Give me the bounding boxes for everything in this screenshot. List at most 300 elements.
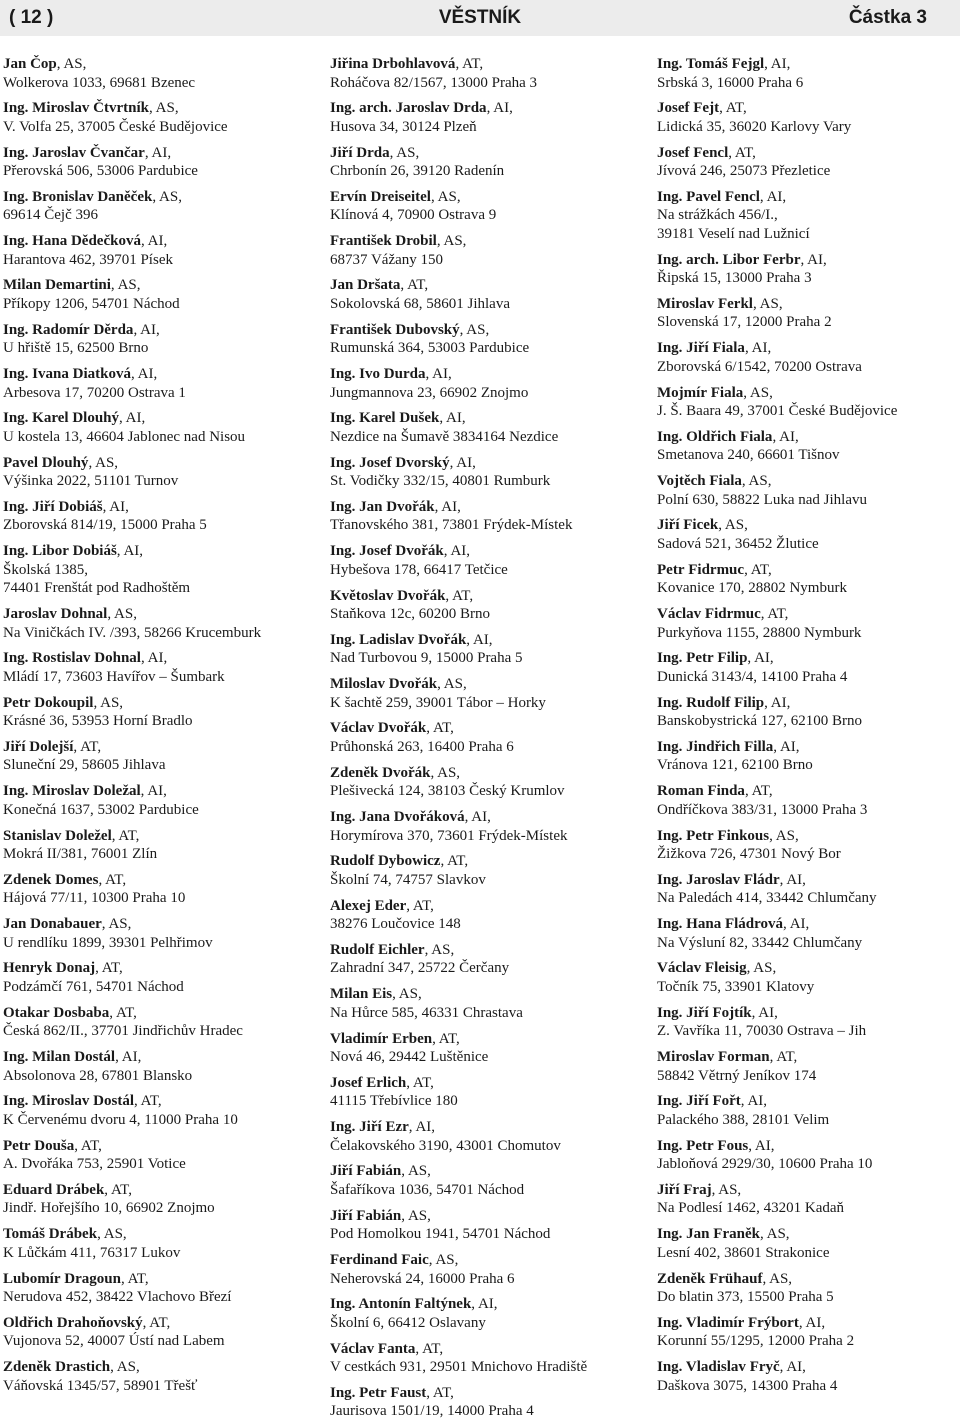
first-name: Ferdinand — [330, 1252, 398, 1269]
surname: Fládrová — [724, 916, 784, 933]
entry-address: Dunická 3143/4, 14100 Praha 4 — [657, 668, 848, 685]
surname: Durda — [383, 366, 426, 383]
surname: Forman — [717, 1049, 770, 1066]
directory-entry — [330, 1340, 640, 1384]
entry-address: Třanovského 381, 73801 Frýdek-Místek — [330, 517, 573, 534]
authorization-code: , AT, — [109, 1004, 137, 1021]
entry-address: Nad Turbovou 9, 15000 Praha 5 — [330, 650, 523, 667]
surname: Fabián — [356, 1207, 402, 1224]
entry-address: St. Vodičky 332/15, 40801 Rumburk — [330, 473, 551, 490]
authorization-code: , AS, — [752, 295, 783, 312]
authorization-code: , AT, — [744, 561, 772, 578]
surname: Ferkl — [717, 295, 753, 312]
entry-name — [330, 55, 640, 74]
entry-address: Mládí 17, 73603 Havířov – Šumbark — [3, 668, 225, 685]
first-name: Ing. Ivo — [330, 366, 381, 383]
directory-entry — [330, 764, 640, 808]
entry-address: Nezdice na Šumavě 3834164 Nezdice — [330, 428, 559, 445]
authorization-code: , AT, — [426, 1384, 454, 1401]
authorization-code: , AS, — [718, 517, 748, 534]
surname: Dostál — [74, 1049, 116, 1066]
directory-entry — [330, 498, 640, 542]
surname: Demartini — [45, 277, 111, 294]
entry-address: Pod Homolkou 1941, 54701 Náchod — [330, 1226, 551, 1243]
first-name: Miroslav — [657, 1049, 715, 1066]
entry-address: Palackého 388, 28101 Velim — [657, 1111, 830, 1128]
authorization-code: , AT, — [95, 960, 123, 977]
entry-address: Na Podlesí 1462, 43201 Kadaň — [657, 1200, 845, 1217]
directory-entry — [657, 1181, 960, 1225]
entry-address: A. Dvořáka 753, 25901 Votice — [3, 1156, 186, 1173]
entry-address: Krásné 36, 53953 Horní Bradlo — [3, 713, 193, 730]
first-name: Ing. Petr — [330, 1384, 387, 1401]
authorization-code: , AT, — [440, 853, 469, 870]
entry-name — [3, 498, 313, 517]
directory-entry — [330, 1162, 640, 1206]
authorization-code: , AT, — [73, 738, 102, 755]
directory-entry — [330, 1207, 640, 1251]
entry-name — [330, 1118, 640, 1137]
surname: Faltýnek — [414, 1296, 472, 1313]
entry-address: Lidická 35, 36020 Karlovy Vary — [657, 118, 852, 135]
authorization-code: , AI, — [130, 366, 158, 383]
surname: Dušek — [399, 410, 440, 427]
first-name: Lubomír — [3, 1270, 61, 1287]
directory-entry — [657, 915, 960, 959]
authorization-code: , AT, — [406, 897, 434, 914]
surname: Faust — [390, 1384, 427, 1401]
entry-address: Smetanova 240, 66601 Tišnov — [657, 447, 840, 464]
entry-name — [3, 1358, 313, 1377]
first-name: Ing. Jaroslav — [657, 871, 741, 888]
directory-entry — [330, 1074, 640, 1118]
authorization-code: , AI, — [747, 650, 774, 667]
entry-address: Lesní 402, 38601 Strakonice — [657, 1244, 830, 1261]
surname: Fejgl — [731, 56, 765, 72]
directory-entry — [657, 1048, 960, 1092]
directory-entry — [3, 1137, 313, 1181]
entry-address: Harantova 462, 39701 Písek — [3, 251, 173, 268]
authorization-code: , AI, — [449, 454, 476, 471]
directory-entry — [330, 321, 640, 365]
authorization-code: , AI, — [779, 1359, 806, 1376]
first-name: František — [330, 233, 392, 250]
first-name: Miroslav — [657, 295, 715, 312]
entry-name — [330, 232, 640, 251]
first-name: Rudolf — [330, 853, 375, 870]
surname: Dolejší — [29, 738, 74, 755]
entry-address: Absolonova 28, 67801 Blansko — [3, 1067, 193, 1084]
entry-address: Jabloňová 2929/30, 10600 Praha 10 — [657, 1156, 873, 1173]
entry-name — [657, 251, 960, 270]
directory-entry — [657, 251, 960, 295]
surname: Doležel — [65, 827, 112, 844]
surname: Fejt — [693, 100, 720, 117]
authorization-code: , AI, — [116, 543, 144, 560]
directory-entry — [657, 1004, 960, 1048]
authorization-code: , AS, — [769, 827, 799, 844]
surname: Filla — [744, 738, 774, 755]
authorization-code: , AI, — [783, 916, 810, 933]
entry-name — [330, 188, 640, 207]
directory-entry — [3, 694, 313, 738]
entry-address: 69614 Čejč 396 — [3, 207, 98, 224]
directory-entry — [330, 1295, 640, 1339]
first-name: Jiří — [657, 517, 680, 534]
entry-name — [330, 1030, 640, 1049]
directory-entry — [330, 852, 640, 896]
surname: Fencl — [693, 144, 729, 161]
surname: Dědečková — [70, 233, 141, 250]
first-name: Josef — [657, 144, 690, 161]
directory-entry — [657, 472, 960, 516]
surname: Dlouhý — [41, 454, 89, 471]
publication-title: VĚSTNÍK — [438, 7, 522, 28]
surname: Dobiáš — [72, 543, 117, 560]
authorization-code: , AT, — [769, 1049, 798, 1066]
surname: Dobiáš — [58, 498, 103, 515]
authorization-code: , AS, — [110, 277, 141, 294]
authorization-code: , AT, — [406, 1074, 434, 1091]
authorization-code: , AI, — [464, 809, 491, 826]
first-name: Otakar — [3, 1004, 50, 1021]
first-name: Pavel — [3, 454, 38, 471]
first-name: Ing. Jan — [330, 498, 383, 515]
authorization-code: , AI, — [748, 1137, 775, 1154]
surname: Fojtík — [712, 1004, 752, 1021]
first-name: Zdeněk — [330, 764, 379, 781]
directory-entry — [330, 144, 640, 188]
surname: Fleisig — [704, 960, 747, 977]
first-name: Ing. Hana — [657, 916, 722, 933]
directory-entry — [3, 1004, 313, 1048]
entry-address: Žižkova 726, 47301 Nový Bor — [657, 846, 841, 863]
first-name: Ing. Jiří — [330, 1119, 382, 1136]
entry-address: Daškova 3075, 14300 Praha 4 — [657, 1377, 838, 1394]
surname: Diatková — [72, 366, 131, 383]
surname: Dvořáková — [393, 809, 465, 826]
first-name: Ing. Ladislav — [330, 631, 415, 648]
authorization-code: , AT, — [728, 144, 756, 161]
first-name: Václav — [330, 720, 375, 737]
entry-address: Hájová 77/11, 10300 Praha 10 — [3, 890, 186, 907]
entry-name — [3, 365, 313, 384]
page-number: ( 12 ) — [9, 7, 54, 28]
surname: Čtvrtník — [93, 100, 149, 117]
surname: Fabián — [356, 1163, 402, 1180]
entry-address: U kostela 13, 46604 Jablonec nad Nisou — [3, 428, 246, 445]
surname: Donaj — [55, 960, 96, 977]
entry-address: Výšinka 2022, 51101 Turnov — [3, 473, 179, 490]
entry-address: Korunní 55/1295, 12000 Praha 2 — [657, 1333, 855, 1350]
entry-name — [3, 1137, 313, 1156]
entry-address: K Lůčkám 411, 76317 Lukov — [3, 1244, 181, 1261]
entry-address: 39181 Veselí nad Lužnicí — [657, 225, 810, 242]
entry-address: V. Volfa 25, 37005 České Budějovice — [3, 118, 228, 135]
first-name: Alexej — [330, 897, 371, 914]
first-name: Ing. Libor — [3, 543, 69, 560]
directory-entry — [330, 1251, 640, 1295]
entry-name — [330, 1251, 640, 1270]
authorization-code: , AS, — [107, 606, 137, 623]
first-name: Ing. Rudolf — [657, 694, 731, 711]
entry-name — [3, 1270, 313, 1289]
entry-address: Školní 6, 66412 Oslavany — [330, 1314, 486, 1331]
surname: Fidrmuc — [704, 606, 761, 623]
entry-name — [3, 1181, 313, 1200]
entry-address: Nerudova 452, 38422 Vlachovo Březí — [3, 1289, 232, 1306]
entry-address: Šafaříkova 1036, 54701 Náchod — [330, 1181, 525, 1198]
entry-name — [330, 409, 640, 428]
entry-name — [657, 384, 960, 403]
entry-address: Na strážkách 456/I., — [657, 207, 778, 224]
surname: Filip — [717, 650, 748, 667]
first-name: František — [330, 321, 392, 338]
authorization-code: , AS, — [97, 1226, 127, 1243]
first-name: Jiří — [3, 738, 26, 755]
directory-entry — [657, 694, 960, 738]
entry-name — [330, 321, 640, 340]
first-name: Ing. Pavel — [657, 188, 722, 205]
entry-address: Roháčova 82/1567, 13000 Praha 3 — [330, 74, 538, 91]
authorization-code: , AI, — [434, 498, 461, 515]
entry-name — [330, 631, 640, 650]
authorization-code: , AI, — [443, 543, 471, 560]
surname: Dvořák — [388, 676, 438, 693]
directory-entry — [330, 1118, 640, 1162]
first-name: Ing. Miroslav — [3, 100, 90, 117]
first-name: Ing. Hana — [3, 233, 68, 250]
directory-entry — [330, 99, 640, 143]
entry-address: Wolkerova 1033, 69681 Bzenec — [3, 74, 196, 91]
surname: Dlouhý — [72, 410, 119, 427]
entry-name — [657, 915, 960, 934]
directory-entry — [330, 188, 640, 232]
entry-name — [330, 852, 640, 871]
entry-address: Točník 75, 33901 Klatovy — [657, 978, 815, 995]
directory-entry — [3, 871, 313, 915]
entry-address: Mokrá II/381, 76001 Zlín — [3, 846, 158, 863]
directory-entry — [657, 55, 960, 99]
entry-name — [3, 188, 313, 207]
entry-name — [3, 1092, 313, 1111]
entry-name — [330, 99, 640, 118]
entry-name — [330, 365, 640, 384]
entry-name — [330, 1340, 640, 1359]
first-name: Jaroslav — [3, 606, 57, 623]
entry-name — [330, 1295, 640, 1314]
first-name: Ing. Josef — [330, 543, 392, 560]
authorization-code: , AT, — [98, 871, 127, 888]
first-name: Ing. Tomáš — [657, 56, 728, 72]
directory-entry — [657, 1314, 960, 1358]
surname: Dosbaba — [53, 1004, 110, 1021]
entry-address: 74401 Frenštát pod Radhoštěm — [3, 580, 191, 597]
directory-entry — [330, 587, 640, 631]
entry-name — [330, 897, 640, 916]
first-name: Ing. arch. Libor — [657, 251, 760, 268]
entry-address: Kovanice 170, 28802 Nymburk — [657, 580, 847, 597]
entry-name — [3, 1314, 313, 1333]
directory-entry — [657, 649, 960, 693]
authorization-code: , AS, — [436, 233, 467, 250]
surname: Dvorský — [395, 454, 450, 471]
first-name: Ing. Jaroslav — [3, 144, 87, 161]
directory-entry — [330, 365, 640, 409]
entry-address: Zahradní 347, 25722 Čerčany — [330, 960, 510, 977]
entry-name — [3, 1225, 313, 1244]
authorization-code: , AI, — [798, 1314, 826, 1331]
entry-name — [330, 675, 640, 694]
directory-entry — [657, 384, 960, 428]
authorization-code: , AI, — [144, 144, 172, 161]
first-name: Ing. Rostislav — [3, 650, 91, 667]
surname: Drábek — [48, 1226, 98, 1243]
authorization-code: , AT, — [744, 783, 773, 800]
entry-address: Srbská 3, 16000 Praha 6 — [657, 74, 804, 91]
authorization-code: , AT, — [760, 606, 789, 623]
first-name: Ing. Petr — [657, 650, 714, 667]
entry-address: Jívová 246, 25073 Přezletice — [657, 163, 831, 180]
entry-name — [330, 498, 640, 517]
authorization-code: , AT, — [134, 1093, 162, 1110]
first-name: Ing. Oldřich — [657, 428, 737, 445]
directory-entry — [3, 276, 313, 320]
authorization-code: , AS, — [389, 144, 420, 161]
entry-name — [3, 55, 313, 74]
authorization-code: , AT, — [415, 1340, 444, 1357]
authorization-code: , AI, — [772, 428, 799, 445]
entry-name — [657, 339, 960, 358]
entry-address: Čelakovského 3190, 43001 Chomutov — [330, 1137, 561, 1154]
first-name: Ing. Jiří — [657, 1093, 709, 1110]
authorization-code: , AT, — [426, 720, 454, 737]
entry-address: 41115 Třebívlice 180 — [330, 1093, 458, 1110]
first-name: Zdeněk — [657, 1270, 706, 1287]
surname: Douša — [34, 1137, 75, 1154]
directory-entry — [3, 605, 313, 649]
first-name: Ing. Vladislav — [657, 1359, 746, 1376]
directory-entry — [657, 1137, 960, 1181]
authorization-code: , AS, — [101, 916, 132, 933]
entry-address: Na Paledách 414, 33442 Chlumčany — [657, 890, 877, 907]
authorization-code: , AI, — [740, 1093, 768, 1110]
authorization-code: , AS, — [746, 960, 777, 977]
authorization-code: , AT, — [74, 1137, 102, 1154]
entry-address: Na Hůrce 585, 46331 Chrastava — [330, 1004, 523, 1021]
authorization-code: , AT, — [111, 827, 140, 844]
surname: Fous — [717, 1137, 749, 1154]
entry-address: Rumunská 364, 53003 Pardubice — [330, 340, 530, 357]
entry-name — [657, 144, 960, 163]
authorization-code: , AT, — [719, 100, 747, 117]
surname: Ficek — [683, 517, 719, 534]
authorization-code: , AI, — [466, 631, 493, 648]
directory-entry — [330, 232, 640, 276]
entry-name — [3, 276, 313, 295]
authorization-code: , AI, — [779, 871, 806, 888]
first-name: Květoslav — [330, 587, 394, 604]
surname: Dvořák — [397, 587, 446, 604]
entry-address: Příkopy 1206, 54701 Náchod — [3, 295, 180, 312]
authorization-code: , AI, — [119, 410, 146, 427]
entry-address: 68737 Vážany 150 — [330, 251, 444, 268]
entry-name — [657, 99, 960, 118]
authorization-code: , AI, — [102, 498, 129, 515]
first-name: Henryk — [3, 960, 53, 977]
surname: Drastich — [55, 1359, 111, 1376]
directory-entry — [657, 738, 960, 782]
entry-name — [3, 321, 313, 340]
directory-entry — [3, 1314, 313, 1358]
surname: Fidrmuc — [688, 561, 745, 578]
entry-address: Do blatin 373, 15500 Praha 5 — [657, 1289, 834, 1306]
directory-entry — [3, 144, 313, 188]
entry-address: Řipská 15, 13000 Praha 3 — [657, 270, 812, 287]
entry-address: K šachtě 259, 39001 Tábor – Horky — [330, 694, 546, 711]
surname: Dvořák — [417, 631, 467, 648]
surname: Filip — [734, 694, 765, 711]
entry-address: Zborovská 814/19, 15000 Praha 5 — [3, 517, 207, 534]
entry-address: Z. Vavříka 11, 70030 Ostrava – Jih — [657, 1023, 867, 1040]
first-name: Oldřich — [3, 1314, 54, 1331]
entry-name — [657, 55, 960, 74]
entry-address: U rendlíku 1899, 39301 Pelhřimov — [3, 934, 213, 951]
directory-entry — [3, 232, 313, 276]
authorization-code: , AT, — [142, 1314, 171, 1331]
directory-entry — [330, 985, 640, 1029]
authorization-code: , AS, — [401, 1207, 431, 1224]
directory-entry — [3, 55, 313, 99]
authorization-code: , AT, — [120, 1270, 149, 1287]
directory-entry — [3, 1270, 313, 1314]
directory-entry — [3, 365, 313, 409]
entry-name — [330, 1074, 640, 1093]
surname: Drobil — [395, 233, 437, 250]
authorization-code: , AT, — [432, 1030, 460, 1047]
first-name: Stanislav — [3, 827, 62, 844]
entry-address: Váňovská 1345/57, 58901 Třešť — [3, 1377, 198, 1394]
directory-entry — [330, 542, 640, 586]
entry-name — [657, 1181, 960, 1200]
surname: Eder — [374, 897, 407, 914]
entry-address: Na Výsluní 82, 33442 Chlumčany — [657, 934, 863, 951]
directory-entry — [657, 188, 960, 251]
surname: Finkous — [717, 827, 770, 844]
authorization-code: , AS, — [392, 986, 422, 1003]
surname: Fanta — [377, 1340, 416, 1357]
first-name: Ing. Karel — [330, 410, 396, 427]
entry-name — [330, 454, 640, 473]
entry-name — [330, 764, 640, 783]
authorization-code: , AS, — [430, 764, 461, 781]
entry-name — [3, 1004, 313, 1023]
authorization-code: , AS, — [428, 1252, 459, 1269]
entry-name — [3, 694, 313, 713]
entry-address: Arbesova 17, 70200 Ostrava 1 — [3, 384, 186, 401]
entry-name — [657, 295, 960, 314]
authorization-code: , AS, — [741, 473, 772, 490]
directory-entry — [3, 409, 313, 453]
surname: Dvořák — [382, 764, 431, 781]
authorization-code: , AI, — [759, 188, 787, 205]
authorization-code: , AS, — [762, 1270, 793, 1287]
surname: Fiala — [712, 340, 745, 357]
directory-entry — [330, 675, 640, 719]
authorization-code: , AS, — [759, 1226, 790, 1243]
entry-name — [330, 985, 640, 1004]
directory-entry — [330, 631, 640, 675]
